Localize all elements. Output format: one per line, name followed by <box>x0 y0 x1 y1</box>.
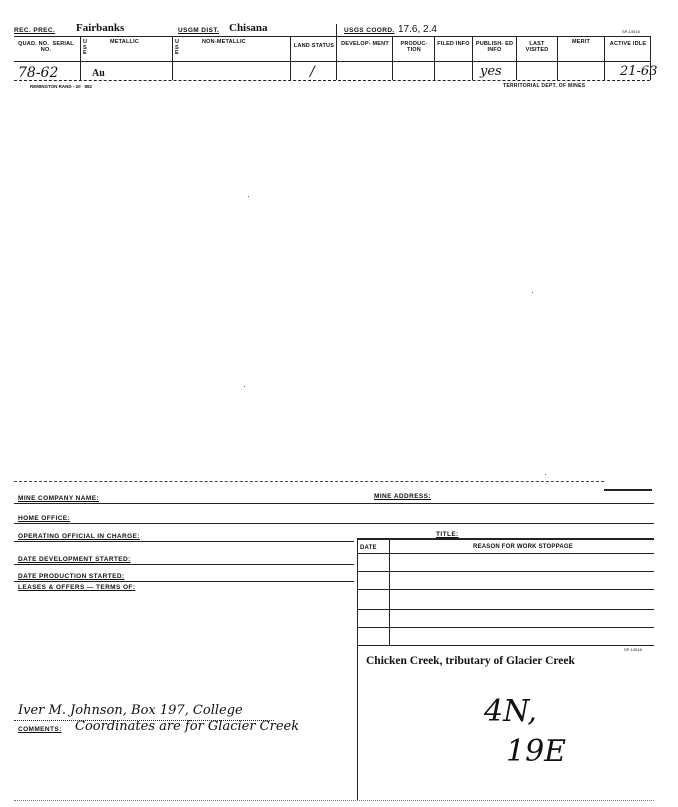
published-info-value: yes <box>480 64 502 79</box>
comments-label: COMMENTS: <box>18 726 62 733</box>
stoppage-table-top <box>357 538 654 540</box>
reason-column-header: REASON FOR WORK STOPPAGE <box>473 544 573 550</box>
date-column-header: DATE <box>360 545 377 551</box>
township-note: 4N, <box>484 694 537 729</box>
stoppage-row-rule <box>357 645 654 646</box>
card-top-rule-right <box>604 489 652 491</box>
speck <box>545 474 546 475</box>
rec-prec-label: REC. PREC. <box>14 27 56 34</box>
stoppage-left-border <box>357 538 358 800</box>
col-header-use-metallic: U S E <box>83 39 88 56</box>
stoppage-row-rule <box>357 609 654 610</box>
metallic-value: Au <box>92 68 105 79</box>
col-header-land-status: LAND STATUS <box>293 43 335 49</box>
usgs-coord-value: 17.6, 2.4 <box>398 24 437 35</box>
home-office-label: HOME OFFICE: <box>18 515 71 522</box>
usgs-coord-label: USGS COORD. <box>344 27 395 34</box>
range-note: 19E <box>506 734 567 769</box>
col-header-development: DEVELOP- MENT <box>341 41 389 47</box>
location-description: Chicken Creek, tributary of Glacier Creek <box>366 655 575 667</box>
card-top-rule <box>14 481 604 482</box>
owner-handwritten-note: Iver M. Johnson, Box 197, College <box>18 703 243 718</box>
col-header-filed-info: FILED INFO <box>437 41 470 47</box>
stoppage-row-rule <box>357 571 654 572</box>
rec-prec-value: Fairbanks <box>76 22 125 34</box>
operating-official-label: OPERATING OFFICIAL IN CHARGE: <box>18 533 140 540</box>
data-row-rule <box>14 80 650 81</box>
date-development-label: DATE DEVELOPMENT STARTED: <box>18 556 131 563</box>
col-header-last-visited: LAST VISITED <box>525 41 549 53</box>
rule <box>14 523 654 524</box>
leases-offers-label: LEASES & OFFERS — TERMS OF: <box>18 584 136 591</box>
col-sep <box>172 36 173 80</box>
title-label: TITLE: <box>436 531 459 538</box>
land-status-value: / <box>310 64 315 80</box>
mine-address-label: MINE ADDRESS: <box>374 493 431 500</box>
date-production-label: DATE PRODUCTION STARTED: <box>18 573 125 580</box>
department-imprint: TERRITORIAL DEPT. OF MINES <box>503 83 586 89</box>
speck <box>248 196 249 197</box>
col-sep <box>392 36 393 80</box>
stoppage-row-rule <box>357 553 654 554</box>
col-header-published-info: PUBLISH- ED INFO <box>475 41 514 53</box>
form-number-top: SP-14015 <box>622 29 640 34</box>
speck <box>244 386 245 387</box>
card-bottom-rule <box>14 800 654 801</box>
quad-serial-value: 78-62 <box>18 65 59 81</box>
col-header-use-nonmetallic: U S E <box>175 39 180 56</box>
stoppage-date-divider <box>389 538 390 645</box>
col-sep <box>604 36 605 80</box>
header-top-rule <box>14 36 650 37</box>
printer-imprint: REMINGTON RAND - 20 882 <box>30 84 92 89</box>
comments-value: Coordinates are for Glacier Creek <box>75 719 300 734</box>
col-header-metallic: METALLIC <box>110 39 139 45</box>
header-bottom-rule <box>14 61 650 62</box>
col-header-merit: MERIT <box>571 39 591 45</box>
col-header-non-metallic: NON-METALLIC <box>202 39 246 45</box>
speck <box>532 292 533 293</box>
rule <box>14 581 354 582</box>
rule <box>14 503 654 504</box>
form-number-bottom: SP-14016 <box>624 647 642 652</box>
col-sep <box>336 24 337 80</box>
col-header-active-idle: ACTIVE IDLE <box>609 41 647 47</box>
col-sep <box>472 36 473 80</box>
col-sep <box>516 36 517 80</box>
rule <box>14 541 354 542</box>
stoppage-row-rule <box>357 589 654 590</box>
active-idle-value: 21-63 <box>620 64 658 79</box>
usgm-dist-value: Chisana <box>229 22 268 34</box>
col-sep <box>80 36 81 80</box>
col-header-quad-serial: QUAD. NO. SERIAL NO. <box>18 41 74 53</box>
col-sep <box>290 36 291 80</box>
col-header-production: PRODUC- TION <box>400 41 428 53</box>
stoppage-row-rule <box>357 627 654 628</box>
rule <box>14 564 354 565</box>
col-sep <box>434 36 435 80</box>
col-sep <box>557 36 558 80</box>
mine-company-label: MINE COMPANY NAME: <box>18 495 99 502</box>
usgm-dist-label: USGM DIST. <box>178 27 220 34</box>
